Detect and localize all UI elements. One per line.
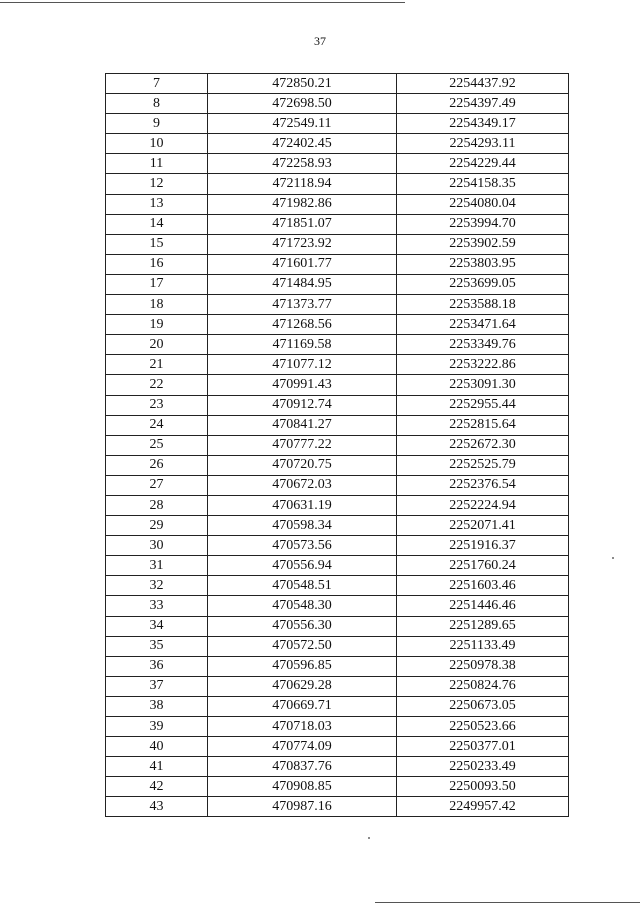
x-coordinate-cell: 470912.74 [208, 395, 397, 415]
table-row [106, 395, 569, 415]
point-number-cell: 11 [106, 154, 208, 174]
point-number-cell: 13 [106, 194, 208, 214]
x-coordinate-cell: 471723.92 [208, 234, 397, 254]
x-coordinate-cell: 470556.30 [208, 616, 397, 636]
x-coordinate-cell: 471484.95 [208, 274, 397, 294]
table-row [106, 475, 569, 495]
x-coordinate-cell: 470908.85 [208, 777, 397, 797]
y-coordinate-cell: 2253349.76 [397, 335, 569, 355]
y-coordinate-cell: 2254349.17 [397, 114, 569, 134]
table-row [106, 254, 569, 274]
x-coordinate-cell: 470631.19 [208, 495, 397, 515]
point-number-cell: 38 [106, 696, 208, 716]
table-row [106, 757, 569, 777]
y-coordinate-cell: 2250233.49 [397, 757, 569, 777]
y-coordinate-cell: 2253902.59 [397, 234, 569, 254]
point-number-cell: 25 [106, 435, 208, 455]
point-number-cell: 30 [106, 536, 208, 556]
y-coordinate-cell: 2251289.65 [397, 616, 569, 636]
x-coordinate-cell: 470556.94 [208, 556, 397, 576]
x-coordinate-cell: 472402.45 [208, 134, 397, 154]
point-number-cell: 27 [106, 475, 208, 495]
table-row [106, 335, 569, 355]
x-coordinate-cell: 470777.22 [208, 435, 397, 455]
x-coordinate-cell: 470573.56 [208, 536, 397, 556]
y-coordinate-cell: 2253091.30 [397, 375, 569, 395]
x-coordinate-cell: 470672.03 [208, 475, 397, 495]
table-row [106, 315, 569, 335]
point-number-cell: 18 [106, 295, 208, 315]
table-row [106, 234, 569, 254]
x-coordinate-cell: 472850.21 [208, 74, 397, 94]
table-row [106, 777, 569, 797]
table-row [106, 717, 569, 737]
x-coordinate-cell: 470991.43 [208, 375, 397, 395]
table-row [106, 797, 569, 817]
y-coordinate-cell: 2252525.79 [397, 455, 569, 475]
table-row [106, 174, 569, 194]
table-row [106, 636, 569, 656]
table-row [106, 616, 569, 636]
point-number-cell: 10 [106, 134, 208, 154]
point-number-cell: 21 [106, 355, 208, 375]
table-row [106, 435, 569, 455]
point-number-cell: 15 [106, 234, 208, 254]
point-number-cell: 7 [106, 74, 208, 94]
table-row [106, 154, 569, 174]
x-coordinate-cell: 470841.27 [208, 415, 397, 435]
y-coordinate-cell: 2253699.05 [397, 274, 569, 294]
table-row [106, 295, 569, 315]
table-row [106, 194, 569, 214]
table-row [106, 114, 569, 134]
table-row [106, 274, 569, 294]
point-number-cell: 32 [106, 576, 208, 596]
x-coordinate-cell: 470548.30 [208, 596, 397, 616]
point-number-cell: 16 [106, 254, 208, 274]
table-row [106, 536, 569, 556]
table-row [106, 696, 569, 716]
coordinates-table-body [106, 74, 569, 817]
point-number-cell: 28 [106, 495, 208, 515]
point-number-cell: 41 [106, 757, 208, 777]
table-row [106, 676, 569, 696]
x-coordinate-cell: 470548.51 [208, 576, 397, 596]
point-number-cell: 19 [106, 315, 208, 335]
y-coordinate-cell: 2253803.95 [397, 254, 569, 274]
y-coordinate-cell: 2250978.38 [397, 656, 569, 676]
table-row [106, 214, 569, 234]
y-coordinate-cell: 2249957.42 [397, 797, 569, 817]
x-coordinate-cell: 471169.58 [208, 335, 397, 355]
point-number-cell: 40 [106, 737, 208, 757]
y-coordinate-cell: 2252955.44 [397, 395, 569, 415]
y-coordinate-cell: 2253471.64 [397, 315, 569, 335]
y-coordinate-cell: 2254229.44 [397, 154, 569, 174]
table-row [106, 455, 569, 475]
point-number-cell: 42 [106, 777, 208, 797]
scan-speck [612, 557, 614, 559]
x-coordinate-cell: 471373.77 [208, 295, 397, 315]
y-coordinate-cell: 2254293.11 [397, 134, 569, 154]
y-coordinate-cell: 2253588.18 [397, 295, 569, 315]
point-number-cell: 35 [106, 636, 208, 656]
point-number-cell: 9 [106, 114, 208, 134]
table-row [106, 495, 569, 515]
point-number-cell: 34 [106, 616, 208, 636]
y-coordinate-cell: 2254397.49 [397, 94, 569, 114]
table-row [106, 94, 569, 114]
y-coordinate-cell: 2252224.94 [397, 495, 569, 515]
y-coordinate-cell: 2253222.86 [397, 355, 569, 375]
point-number-cell: 33 [106, 596, 208, 616]
x-coordinate-cell: 472549.11 [208, 114, 397, 134]
point-number-cell: 17 [106, 274, 208, 294]
point-number-cell: 20 [106, 335, 208, 355]
point-number-cell: 12 [106, 174, 208, 194]
point-number-cell: 39 [106, 717, 208, 737]
y-coordinate-cell: 2254158.35 [397, 174, 569, 194]
table-row [106, 516, 569, 536]
x-coordinate-cell: 471851.07 [208, 214, 397, 234]
x-coordinate-cell: 470629.28 [208, 676, 397, 696]
x-coordinate-cell: 472258.93 [208, 154, 397, 174]
x-coordinate-cell: 471982.86 [208, 194, 397, 214]
y-coordinate-cell: 2250673.05 [397, 696, 569, 716]
point-number-cell: 43 [106, 797, 208, 817]
y-coordinate-cell: 2250824.76 [397, 676, 569, 696]
x-coordinate-cell: 471601.77 [208, 254, 397, 274]
bottom-rule [375, 902, 640, 903]
y-coordinate-cell: 2251446.46 [397, 596, 569, 616]
x-coordinate-cell: 470596.85 [208, 656, 397, 676]
y-coordinate-cell: 2251760.24 [397, 556, 569, 576]
y-coordinate-cell: 2250523.66 [397, 717, 569, 737]
page-number: 37 [314, 34, 326, 48]
point-number-cell: 36 [106, 656, 208, 676]
point-number-cell: 26 [106, 455, 208, 475]
table-row [106, 375, 569, 395]
x-coordinate-cell: 470572.50 [208, 636, 397, 656]
point-number-cell: 37 [106, 676, 208, 696]
x-coordinate-cell: 470837.76 [208, 757, 397, 777]
y-coordinate-cell: 2254080.04 [397, 194, 569, 214]
y-coordinate-cell: 2250377.01 [397, 737, 569, 757]
y-coordinate-cell: 2252376.54 [397, 475, 569, 495]
point-number-cell: 8 [106, 94, 208, 114]
table-row [106, 656, 569, 676]
y-coordinate-cell: 2254437.92 [397, 74, 569, 94]
y-coordinate-cell: 2250093.50 [397, 777, 569, 797]
x-coordinate-cell: 470598.34 [208, 516, 397, 536]
table-row [106, 596, 569, 616]
table-row [106, 355, 569, 375]
y-coordinate-cell: 2251133.49 [397, 636, 569, 656]
x-coordinate-cell: 472118.94 [208, 174, 397, 194]
y-coordinate-cell: 2252672.30 [397, 435, 569, 455]
table-row [106, 556, 569, 576]
top-rule [0, 2, 405, 3]
table-row [106, 576, 569, 596]
x-coordinate-cell: 470774.09 [208, 737, 397, 757]
y-coordinate-cell: 2252071.41 [397, 516, 569, 536]
table-row [106, 415, 569, 435]
x-coordinate-cell: 470718.03 [208, 717, 397, 737]
point-number-cell: 24 [106, 415, 208, 435]
table-row [106, 74, 569, 94]
table-row [106, 737, 569, 757]
y-coordinate-cell: 2251603.46 [397, 576, 569, 596]
y-coordinate-cell: 2253994.70 [397, 214, 569, 234]
scan-speck [368, 837, 370, 839]
y-coordinate-cell: 2251916.37 [397, 536, 569, 556]
coordinates-table [105, 73, 569, 817]
point-number-cell: 22 [106, 375, 208, 395]
y-coordinate-cell: 2252815.64 [397, 415, 569, 435]
x-coordinate-cell: 471268.56 [208, 315, 397, 335]
x-coordinate-cell: 472698.50 [208, 94, 397, 114]
point-number-cell: 29 [106, 516, 208, 536]
x-coordinate-cell: 471077.12 [208, 355, 397, 375]
x-coordinate-cell: 470720.75 [208, 455, 397, 475]
point-number-cell: 31 [106, 556, 208, 576]
x-coordinate-cell: 470669.71 [208, 696, 397, 716]
table-row [106, 134, 569, 154]
x-coordinate-cell: 470987.16 [208, 797, 397, 817]
point-number-cell: 14 [106, 214, 208, 234]
point-number-cell: 23 [106, 395, 208, 415]
